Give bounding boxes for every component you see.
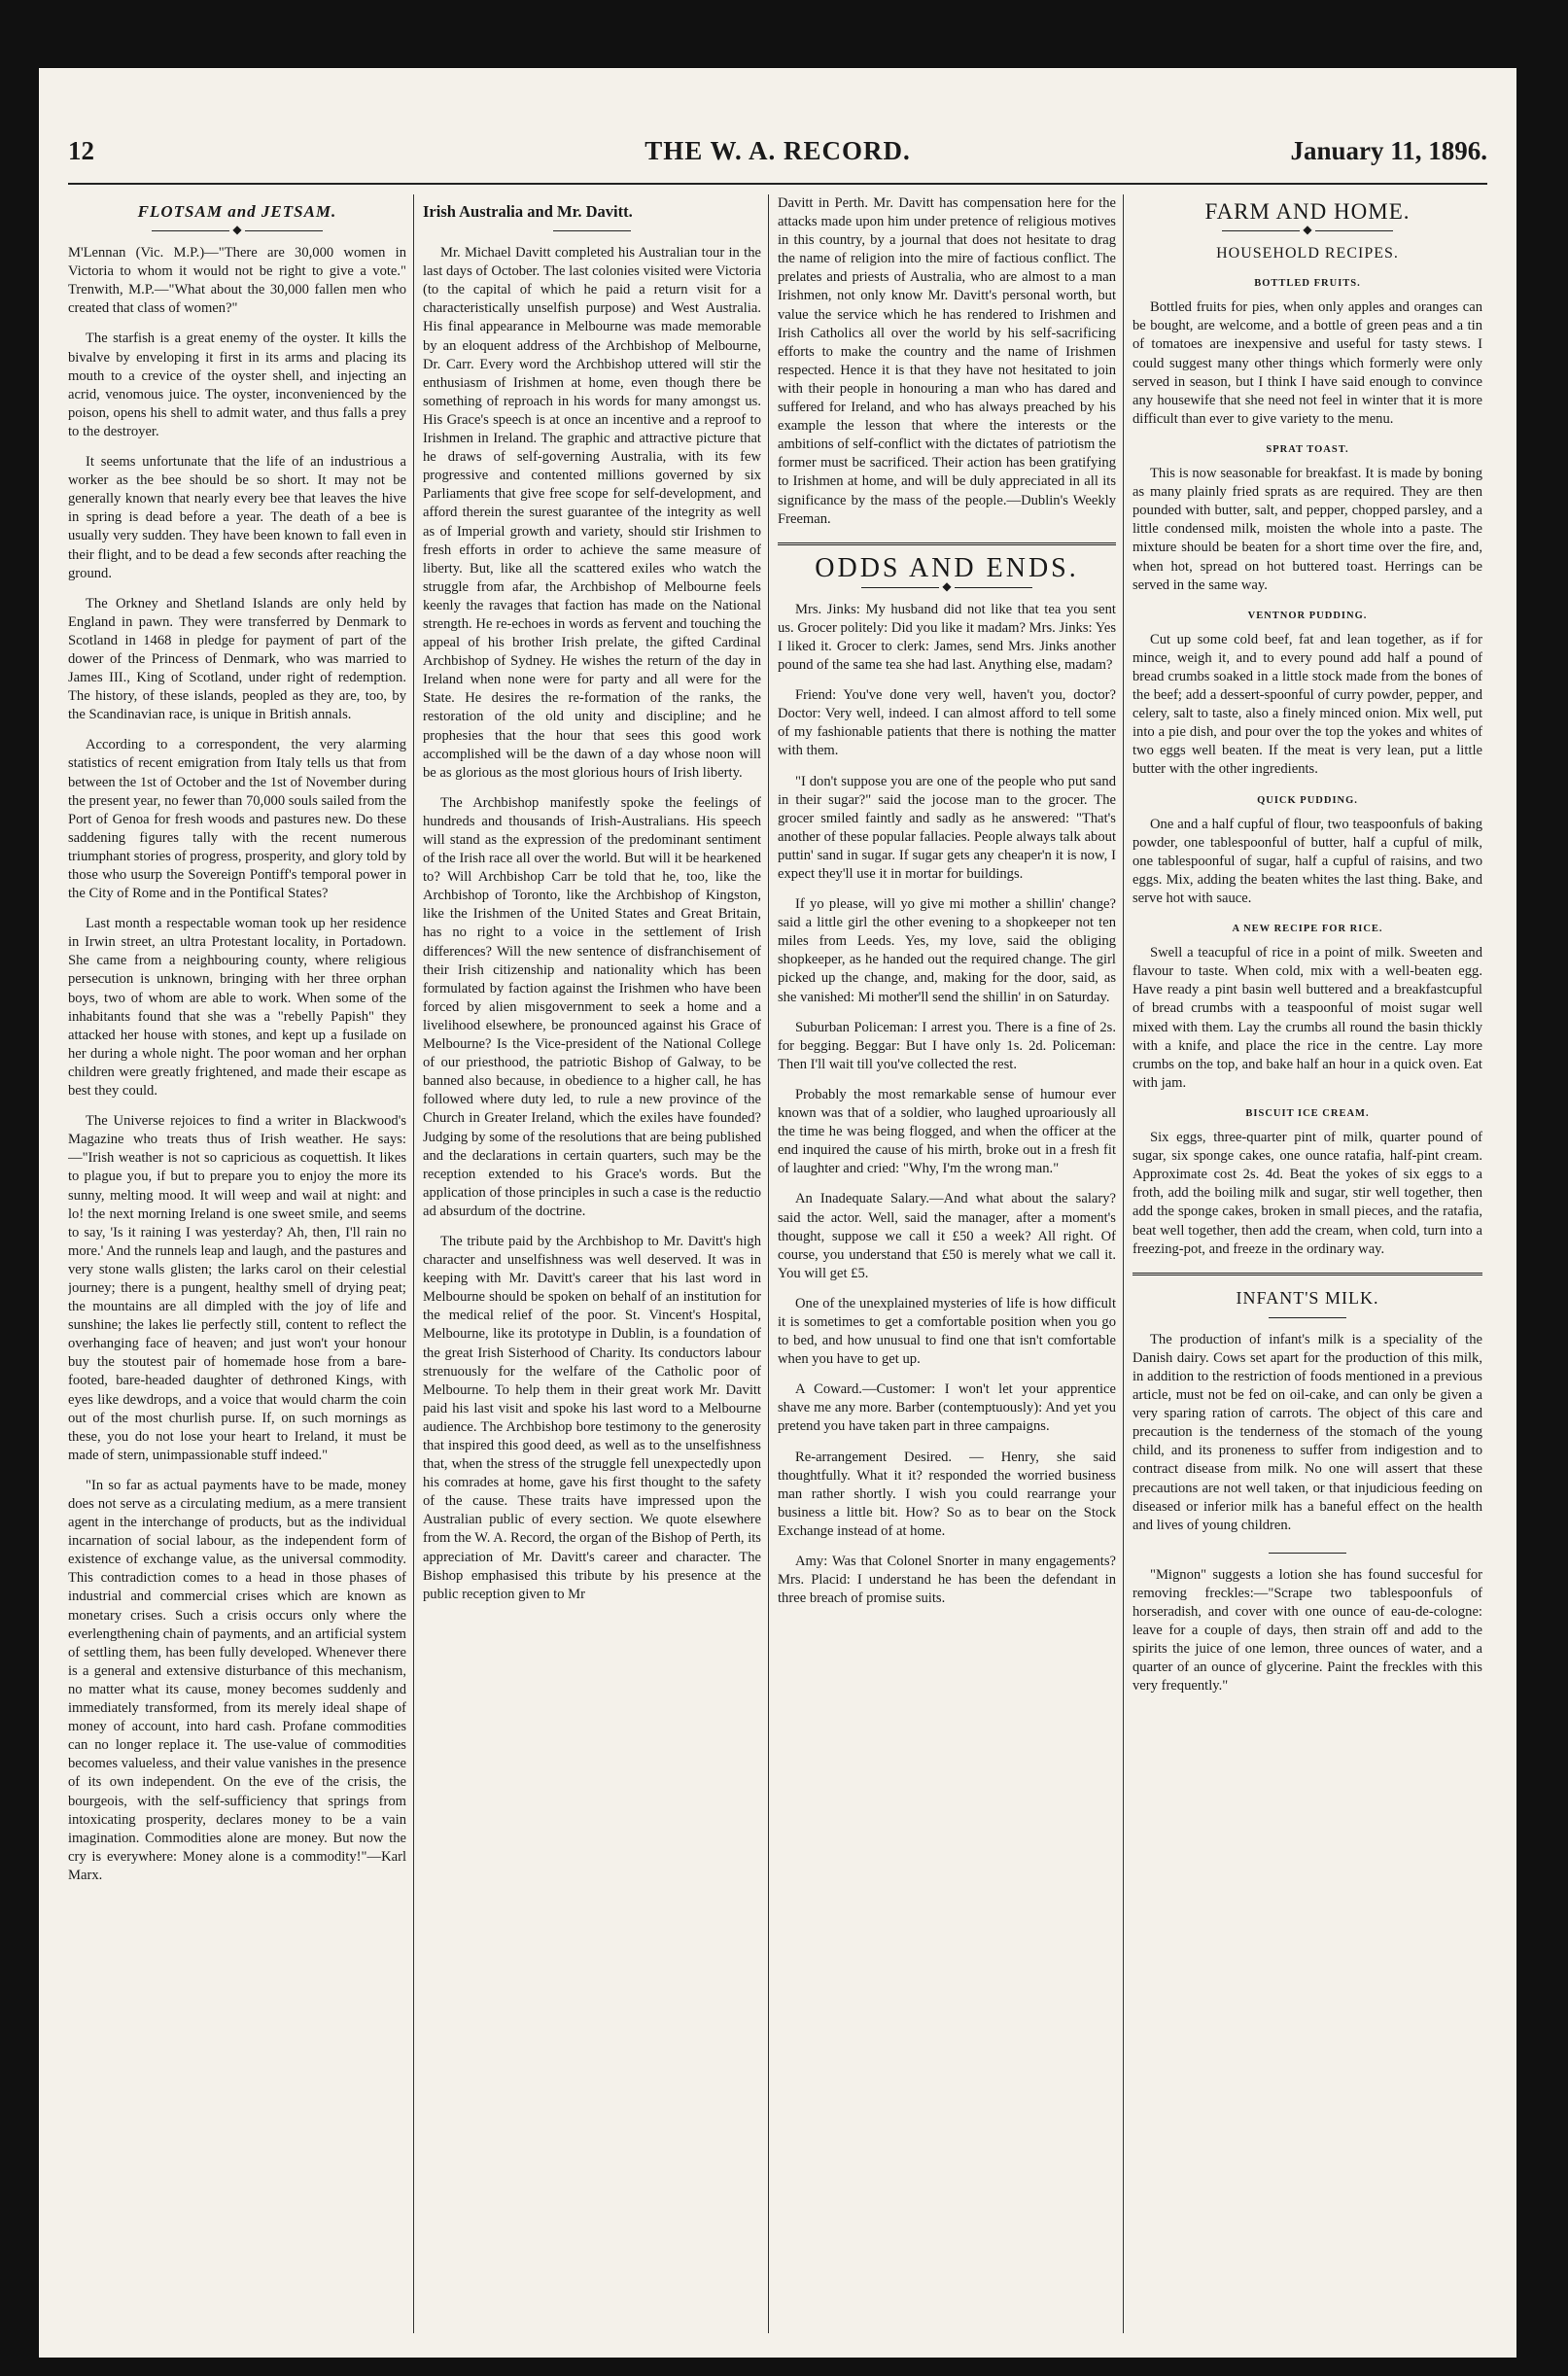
column-divider [1123,194,1124,2333]
recipe-title: VENTNOR PUDDING. [1247,610,1368,621]
article-paragraph: The Orkney and Shetland Islands are only held by England in pawn. They were transferred by Denmark to Scotland in 1468 in pledge for payment of part of the dower of the Princess of Denmark, who was married to James III., King of Scotland, under right of redemption. The history, of these islands, peopled as they are, too, by the Scandinavian race, is unique in British annals. [68,595,406,723]
ornament-divider: ◆ [1132,225,1482,234]
article-paragraph: If yo please, will yo give mi mother a shillin' change? said a little girl the other evening to a shopkeeper not ten miles from Leeds. Yes, my love, said the obliging shopkeeper, as he handed out the required change. The girl picked up the change, and, making for the door, said, as she vanished: Mi mother'll send the shillin' in on Saturday. [778,896,1116,1005]
issue-date: January 11, 1896. [1290,136,1487,165]
column-divider [768,194,769,2333]
article-paragraph: It seems unfortunate that the life of an industrious a worker as the bee should be so short. It may not be generally known that nearly every bee that leaves the hive in spring is dead before a year. The death of a bee is usually very sudden. They have been known to fall even in their flight, and to be dead a few seconds after reaching the ground. [68,454,406,581]
article-paragraph: Suburban Policeman: I arrest you. There is a fine of 2s. for begging. Beggar: But I have only 1s. 2d. Policeman: Then I'll wait till you've collected the rest. [778,1019,1116,1072]
section-heading: INFANT'S MILK. [1236,1287,1379,1308]
recipe-title: QUICK PUDDING. [1257,794,1358,806]
article-paragraph: The Universe rejoices to find a writer in Blackwood's Magazine who treats thus of Irish weather. He says:—"Irish weather is not so capricious as coquettish. It likes to plague you, if but to prepare you to enjoy the more its sunny, melting mood. It will weep and wail at night: and lo! the next morning Ireland is one sweet smile, and seems to say, 'Is it raining I was yesterday? Ah, then, I'll rain no more.' And the runnels leap and laugh, and the pastures and very stone walls glisten; the larks carol on their celestial journey; there is a pungent, healthy smell of drying peat; the mountains are all dimpled with the joy of life and sunshine; the lakes lie perfectly still, content to reflect the overhanging face of heaven; and just won't your honour buy the stoutest pair of homemade hose from a bare-footed, bare-headed daughter of dethroned Kings, with eyes like dewdrops, and a voice that would charm the coin out of the most churlish purse. If, on such mornings as these, you do not lose your heart to Ireland, it must be made of stern, unimpassionable stuff indeed." [68,1113,406,1463]
column-farm-and-home [1132,194,1482,2343]
masthead [68,136,1487,175]
ornament-divider [423,225,761,234]
article-paragraph: The tribute paid by the Archbishop to Mr. Davitt's high character and unselfishness was well deserved. It was in keeping with Mr. Davitt's career that his last word in Melbourne should be spoken on behalf of an institution for the medical relief of the poor. St. Vincent's Hospital, Melbourne, like its prototype in Dublin, is a foundation of the great Irish Sisterhood of Charity. Its conductors labour strenuously for the welfare of the Catholic poor of Melbourne. To help them in their great work Mr. Davitt paid his last visit and spoke his last word to a Melbourne audience. The Archbishop bore testimony to the generosity that inspired this good deed, as well as to the unselfishness that, when the stress of the struggle fell unexpectedly upon his comrades at home, gave his first thought to the safety of the cause. These traits have impressed upon the Australian public of every section. We quote elsewhere from the W. A. Record, the organ of the Bishop of Perth, its appreciation of Mr. Davitt's career and character. The Bishop emphasised this tribute by his presence at the public reception given to Mr [423,1233,761,1602]
column-divider [413,194,414,2333]
recipe-title: BISCUIT ICE CREAM. [1245,1107,1370,1119]
article-paragraph: An Inadequate Salary.—And what about the salary? said the actor. Well, said the manager, after a moment's thought, suppose we call it £50 a week? All right. Of course, you understand that £50 is merely what we call it. You will get £5. [778,1191,1116,1281]
recipe-title: A NEW RECIPE FOR RICE. [1232,924,1383,935]
article-paragraph: Re-arrangement Desired. — Henry, she said thoughtfully. What it it? responded the worried business man rather shortly. I wish you could rearrange your business a little bit. How? So as to bear on the Stock Exchange instead of at home. [778,1449,1116,1539]
recipe-title: BOTTLED FRUITS. [1254,278,1361,290]
section-heading: FLOTSAM and JETSAM. [137,202,337,221]
section-heading: FARM AND HOME. [1204,199,1411,224]
recipe-text: Swell a teacupful of rice in a point of milk. Sweeten and flavour to taste. When cold, mix with a well-beaten egg. Have ready a pint basin well buttered and a breakfastcupful of bread crumbs with a teaspoonful of moist sugar well mixed with them. Lay the crumbs all round the basin thickly with a knife, and place the rice in the centre. Lay more crumbs on the top, and bake half an hour in a quick oven. Eat with jam. [1132,945,1482,1091]
article-paragraph: Last month a respectable woman took up her residence in Irwin street, an ultra Protestant locality, in Portadown. She came from a neighbouring county, where religious persecution is unknown, bringing with her three orphan boys, two of whom are able to work. When some of the inhabitants found that she was a "rebelly Papish" they attacked her house with stones, and kept up a fusilade on her during a whole night. The poor woman and her orphan children were greatly frightened, and made their escape as best they could. [68,916,406,1100]
column-irish-australia [423,194,761,2343]
article-paragraph: Probably the most remarkable sense of humour ever known was that of a soldier, who laughed uproariously all the time he was being flogged, and when the officer at the end inquired the cause of his mirth, broke out in a fresh fit of laughter and cried: "Why, I'm the wrong man." [778,1086,1116,1177]
article-paragraph: Friend: You've done very well, haven't you, doctor? Doctor: Very well, indeed. I can almost afford to tell some of my fashionable patients that there is nothing the matter with them. [778,687,1116,759]
article-paragraph: Mr. Michael Davitt completed his Australian tour in the last days of October. The last colonies visited were Victoria (to the capital of which he paid a return visit for a characteristically unselfish purpose) and West Australia. His final appearance in Melbourne was made memorable by an eloquent address of the Archbishop of Melbourne, Dr. Carr. Every word the Archbishop uttered will stir the enthusiasm of Irishmen at home, even though there be something of reproach in his words for many amongst us. His Grace's speech is at once an incentive and a reproof to Irishmen in Ireland. The graphic and attractive picture that he draws of self-governing Australia, with its few progressive and contented millions governed by six Parliaments that give free scope for self-development, and afford therein the surest guarantee of the integrity as well as of Imperial growth and variety, should stir Irishmen to fresh efforts in order to achieve the same measure of liberty. But, like all the scattered exiles who watch the struggle from afar, the Archbishop of Melbourne feels keenly the ravages that faction has made on the National strength. He re-echoes in words as fervent and touching the appeal of his brother Irish prelate, the gifted Cardinal Archbishop of Sydney. He wishes the return of the day in Ireland when none were for party and all were for the State. He desires the re-formation of the ranks, the restoration of the old unity and discipline; and he prophesies that the hour that sees this good work accomplished will be the dawn of a day whose noon will be as glorious as the most glorious hours of Irish liberty. [423,245,761,781]
article-paragraph: "I don't suppose you are one of the people who put sand in their sugar?" said the jocose man to the grocer. The grocer smiled faintly and sadly as he answered: "That's another of these popular fallacies. People always talk about puttin' sand in sugar. If sugar gets any cheaper'n it is now, I expect they'll use it in mortar for buildings. [778,773,1116,882]
double-rule [1132,1273,1482,1275]
section-heading: Irish Australia and Mr. Davitt. [423,202,633,221]
double-rule [778,542,1116,545]
recipe-title: SPRAT TOAST. [1266,443,1349,455]
section-heading: ODDS AND ENDS. [815,552,1079,583]
ornament-divider [1132,1311,1482,1321]
article-paragraph: "In so far as actual payments have to be made, money does not serve as a circulating medium, as a mere transient agent in the interchange of products, but as the individual incarnation of social labour, as the independent form of existence of exchange value, as the universal commodity. This contradiction comes to a head in those phases of industrial and commercial crises which are known as monetary crises. Such a crisis occurs only where the everlengthening chain of payments, and an artificial system of settling them, has been fully developed. Whenever there is a general and extensive disturbance of this mechanism, no matter what its cause, money becomes suddenly and immediately transformed, from its merely ideal shape of money of account, into hard cash. Profane commodities can no longer replace it. The use-value of commodities becomes valueless, and their value vanishes in the presence of its own independent. On the eve of the crisis, the bourgeois, with the self-sufficiency that springs from intoxicating prosperity, declares money to be a vain imagination. Commodities alone are money. But now the cry is everywhere: Money alone is a commodity!"—Karl Marx. [68,1477,406,1883]
article-paragraph: According to a correspondent, the very alarming statistics of recent emigration from Italy tells us that from between the 1st of October and the 1st of November during the present year, no fewer than 70,000 souls sailed from the Port of Genoa for fresh woods and pastures new. Do these saddening figures tally with the recent numerous triumphant stories of progress, prosperity, and glory told by those who usurp the Sovereign Pontiff's temporal power in the City of Rome and in the Pontifical States? [68,737,406,902]
recipe-text: This is now seasonable for breakfast. It is made by boning as many plainly fried sprats as are required. They are then pounded with butter, salt, and pepper, chopped parsley, and a little condensed milk, moisten the whole into a paste. The mixture should be beaten for a short time over the fire, and, when hot, spread on hot buttered toast. Herrings can be served in the same way. [1132,466,1482,593]
article-paragraph: M'Lennan (Vic. M.P.)—"There are 30,000 women in Victoria to whom it would not be right to give a vote." Trenwith, M.P.—"What about the 30,000 fallen men who created that class of women?" [68,245,406,317]
article-paragraph: Mrs. Jinks: My husband did not like that tea you sent us. Grocer politely: Did you like it madam? Mrs. Jinks: Yes I liked it. Grocer to clerk: James, send Mrs. Jinks another pound of the same tea she had last. Anything else, madam? [778,601,1116,674]
column-odds-and-ends [778,194,1116,2343]
page-number: 12 [68,136,94,165]
ornament-divider: ◆ [778,581,1116,591]
recipe-text: One and a half cupful of flour, two teaspoonfuls of baking powder, one tablespoonful of butter, half a cupful of milk, one tablespoonful of sugar, half a cupful of raisins, and two eggs. Mix, adding the beaten whites the last thing. Bake, and serve hot with sauce. [1132,816,1482,906]
article-paragraph: A Coward.—Customer: I won't let your apprentice shave me any more. Barber (contemptuously): And yet you pretend you have taken part in three campaigns. [778,1381,1116,1435]
article-paragraph: The Archbishop manifestly spoke the feelings of hundreds and thousands of Irish-Australians. His speech will stand as the expression of the predominant sentiment of the Irish race all over the world. But will it be hearkened to? Will Archbishop Carr be told that he, too, like the Archbishop of Toronto, like the Archbishop of Kingston, like the Irishmen of the United States and Great Britain, has no right to a voice in the settlement of Irish differences? Will the new sentence of disfranchisement of their Irish citizenship and nationality which has been formulated by faction against the Irishmen who have been forced by alien misgovernment to seek a home and a livelihood elsewhere, be pronounced against his Grace of Melbourne? Is the Vice-president of the National College of our priesthood, the patriotic Bishop of Galway, to be banned also because, in obedience to a higher call, he has followed where duty led, to rule a new province of the Church in Greater Ireland, which the exiles have founded? Judging by some of the resolutions that are being published and the declarations in certain quarters, such may be the reception extended to his Grace's words. But the application of those principles in such a case is the reductio ad absurdum of the doctrine. [423,794,761,1219]
article-paragraph: Amy: Was that Colonel Snorter in many engagements? Mrs. Placid: I understand he has been the defendant in three breach of promise suits. [778,1554,1116,1607]
recipe-text: Cut up some cold beef, fat and lean together, as if for mince, weigh it, and to every pound add half a pound of bread crumbs soaked in a little stock made from the bones of the beef; add a dessert-spoonful of curry powder, pepper, and celery, salt to taste, also a finely minced onion. Mix well, put into a pie dish, and pour over the top the yokes and whites of two eggs well beaten. If the meat is very lean, put a little butter with the other ingredients. [1132,631,1482,778]
column-flotsam [68,194,406,2343]
article-paragraph: The production of infant's milk is a speciality of the Danish dairy. Cows set apart for the production of this milk, in addition to the restriction of foods mentioned in a previous article, must not be fed on oil-cake, and can only be given a very sparing ration of carrots. The object of this care and precaution is the tenderness of the stomach of the young child, and its proneness to suffer from indigestion and to contract disease from milk. No one will assert that these precautions are not well taken, or that injudicious feeding on diseased or inferior milk has a baneful effect on the health and lives of young children. [1132,1331,1482,1533]
recipe-text: Six eggs, three-quarter pint of milk, quarter pound of sugar, six sponge cakes, one ounce ratafia, half-pint cream. Approximate cost 2s. 4d. Beat the yokes of six eggs to a froth, add the boiling milk and sugar, stir well together, then add the sponge cakes, broken in small pieces, and the ratafia, beat well together, then add the cream, when cold, turn into a freezing-pot, and freeze in the ordinary way. [1132,1130,1482,1257]
article-paragraph: One of the unexplained mysteries of life is how difficult it is sometimes to get a comfortable position when you go to bed, and how unusual to find one that isn't comfortable when you have to get up. [778,1295,1116,1368]
section-subheading: HOUSEHOLD RECIPES. [1216,245,1399,262]
newspaper-title: THE W. A. RECORD. [645,136,911,165]
article-paragraph: Davitt in Perth. Mr. Davitt has compensation here for the attacks made upon him under pretence of religious motives in this country, by a journal that does not hesitate to drag the name of religion into the mire of factious conflict. The prelates and priests of Australia, who are almost to a man Irishmen, not only know Mr. Davitt's personal worth, but value the service which he has rendered to Irishmen and Irish Catholics all over the world by his self-sacrificing efforts to make the country and the name of Irishmen respected. Hence it is that they have not hesitated to join with their people in honouring a man who has dared and suffered for Ireland, and who has always preached by his example the lesson that where the interests or the ambitions of self-conflict with the dictates of patriotism the former must be sacrificed. Their action has been gratifying to Irishmen at home, and will be duly appreciated in all its significance by the mass of the people.—Dublin's Weekly Freeman. [778,195,1116,527]
article-paragraph: "Mignon" suggests a lotion she has found succesful for removing freckles:—"Scrape two tablespoonfuls of horseradish, and cover with one ounce of eau-de-cologne: leave for a couple of days, then strain off and add to the spirits the juice of one lemon, three ounces of water, and a quarter of an ounce of glycerine. Paint the freckles with this very frequently." [1132,1566,1482,1695]
ornament-divider: ◆ [68,225,406,234]
masthead-rule [68,183,1487,185]
article-paragraph: The starfish is a great enemy of the oyster. It kills the bivalve by enveloping it first in its arms and placing its mouth to a crevice of the oyster shell, and injecting an acrid, venomous juice. The oyster, inconvenienced by the poison, opens his shell to admit water, and thus falls a prey to the destroyer. [68,331,406,439]
recipe-text: Bottled fruits for pies, when only apples and oranges can be bought, are welcome, and a bottle of green peas and a tin of tomatoes are inexpensive and useful for tasty stews. I could suggest many other things which formerly were only served in season, but I think I have said enough to convince any housewife that she need not feel in winter that it is more difficult than ever to give variety to the menu. [1132,299,1482,427]
ornament-divider [1132,1547,1482,1556]
newspaper-page [39,68,1516,2358]
